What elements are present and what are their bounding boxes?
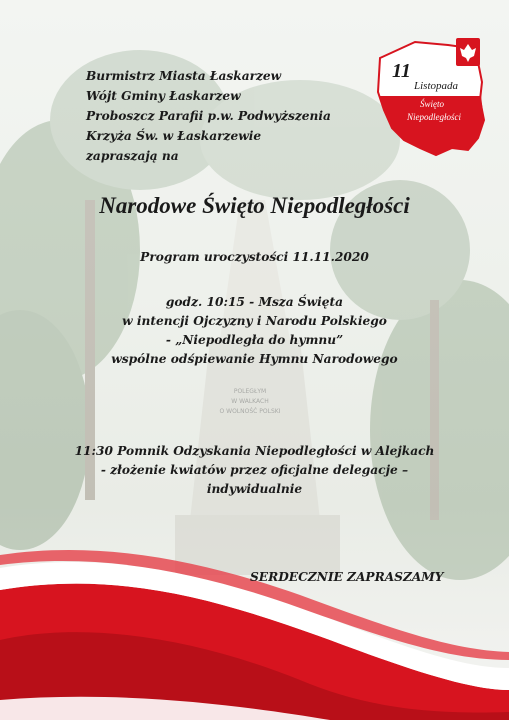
closing-invitation: SERDECZNIE ZAPRASZAMY xyxy=(250,570,444,584)
monument-line: indywidualnie xyxy=(206,482,303,496)
inviter-line: Proboszcz Parafii p.w. Podwyższenia xyxy=(86,109,331,123)
inviter-line: zapraszają na xyxy=(86,149,179,163)
mass-line: godz. 10:15 - Msza Święta xyxy=(165,295,344,309)
monument-line: - złożenie kwiatów przez oficjalne delegacje – xyxy=(100,463,409,477)
plaque-line-2: W WALKACH xyxy=(231,398,269,405)
plaque-line-1: POLEGŁYM xyxy=(233,388,267,395)
mass-line: w intencji Ojczyzny i Narodu Polskiego xyxy=(122,314,387,328)
inviter-line: Krzyża Św. w Łaskarzewie xyxy=(86,129,262,143)
program-line: Program uroczystości 11.11.2020 xyxy=(140,250,369,264)
mass-line: - „Niepodległa do hymnu” xyxy=(165,333,344,347)
monument-line: 11:30 Pomnik Odzyskania Niepodległości w Alejkach xyxy=(74,444,435,458)
inviter-line: Wójt Gminy Łaskarzew xyxy=(86,89,241,103)
mass-block xyxy=(0,293,509,369)
plaque-line-3: O WOLNOŚĆ POLSKI xyxy=(219,408,281,415)
mass-line: wspólne odśpiewanie Hymnu Narodowego xyxy=(111,352,398,366)
event-title: Narodowe Święto Niepodległości xyxy=(99,193,410,218)
logo-day: 11 xyxy=(392,60,411,82)
monument-block xyxy=(0,442,509,499)
logo-month: Listopada xyxy=(414,80,459,92)
inviter-line: Burmistrz Miasta Łaskarzew xyxy=(86,69,282,83)
logo-line1: Święto xyxy=(420,99,444,109)
logo-line2: Niepodległości xyxy=(407,112,461,122)
inviters-block xyxy=(86,66,331,166)
